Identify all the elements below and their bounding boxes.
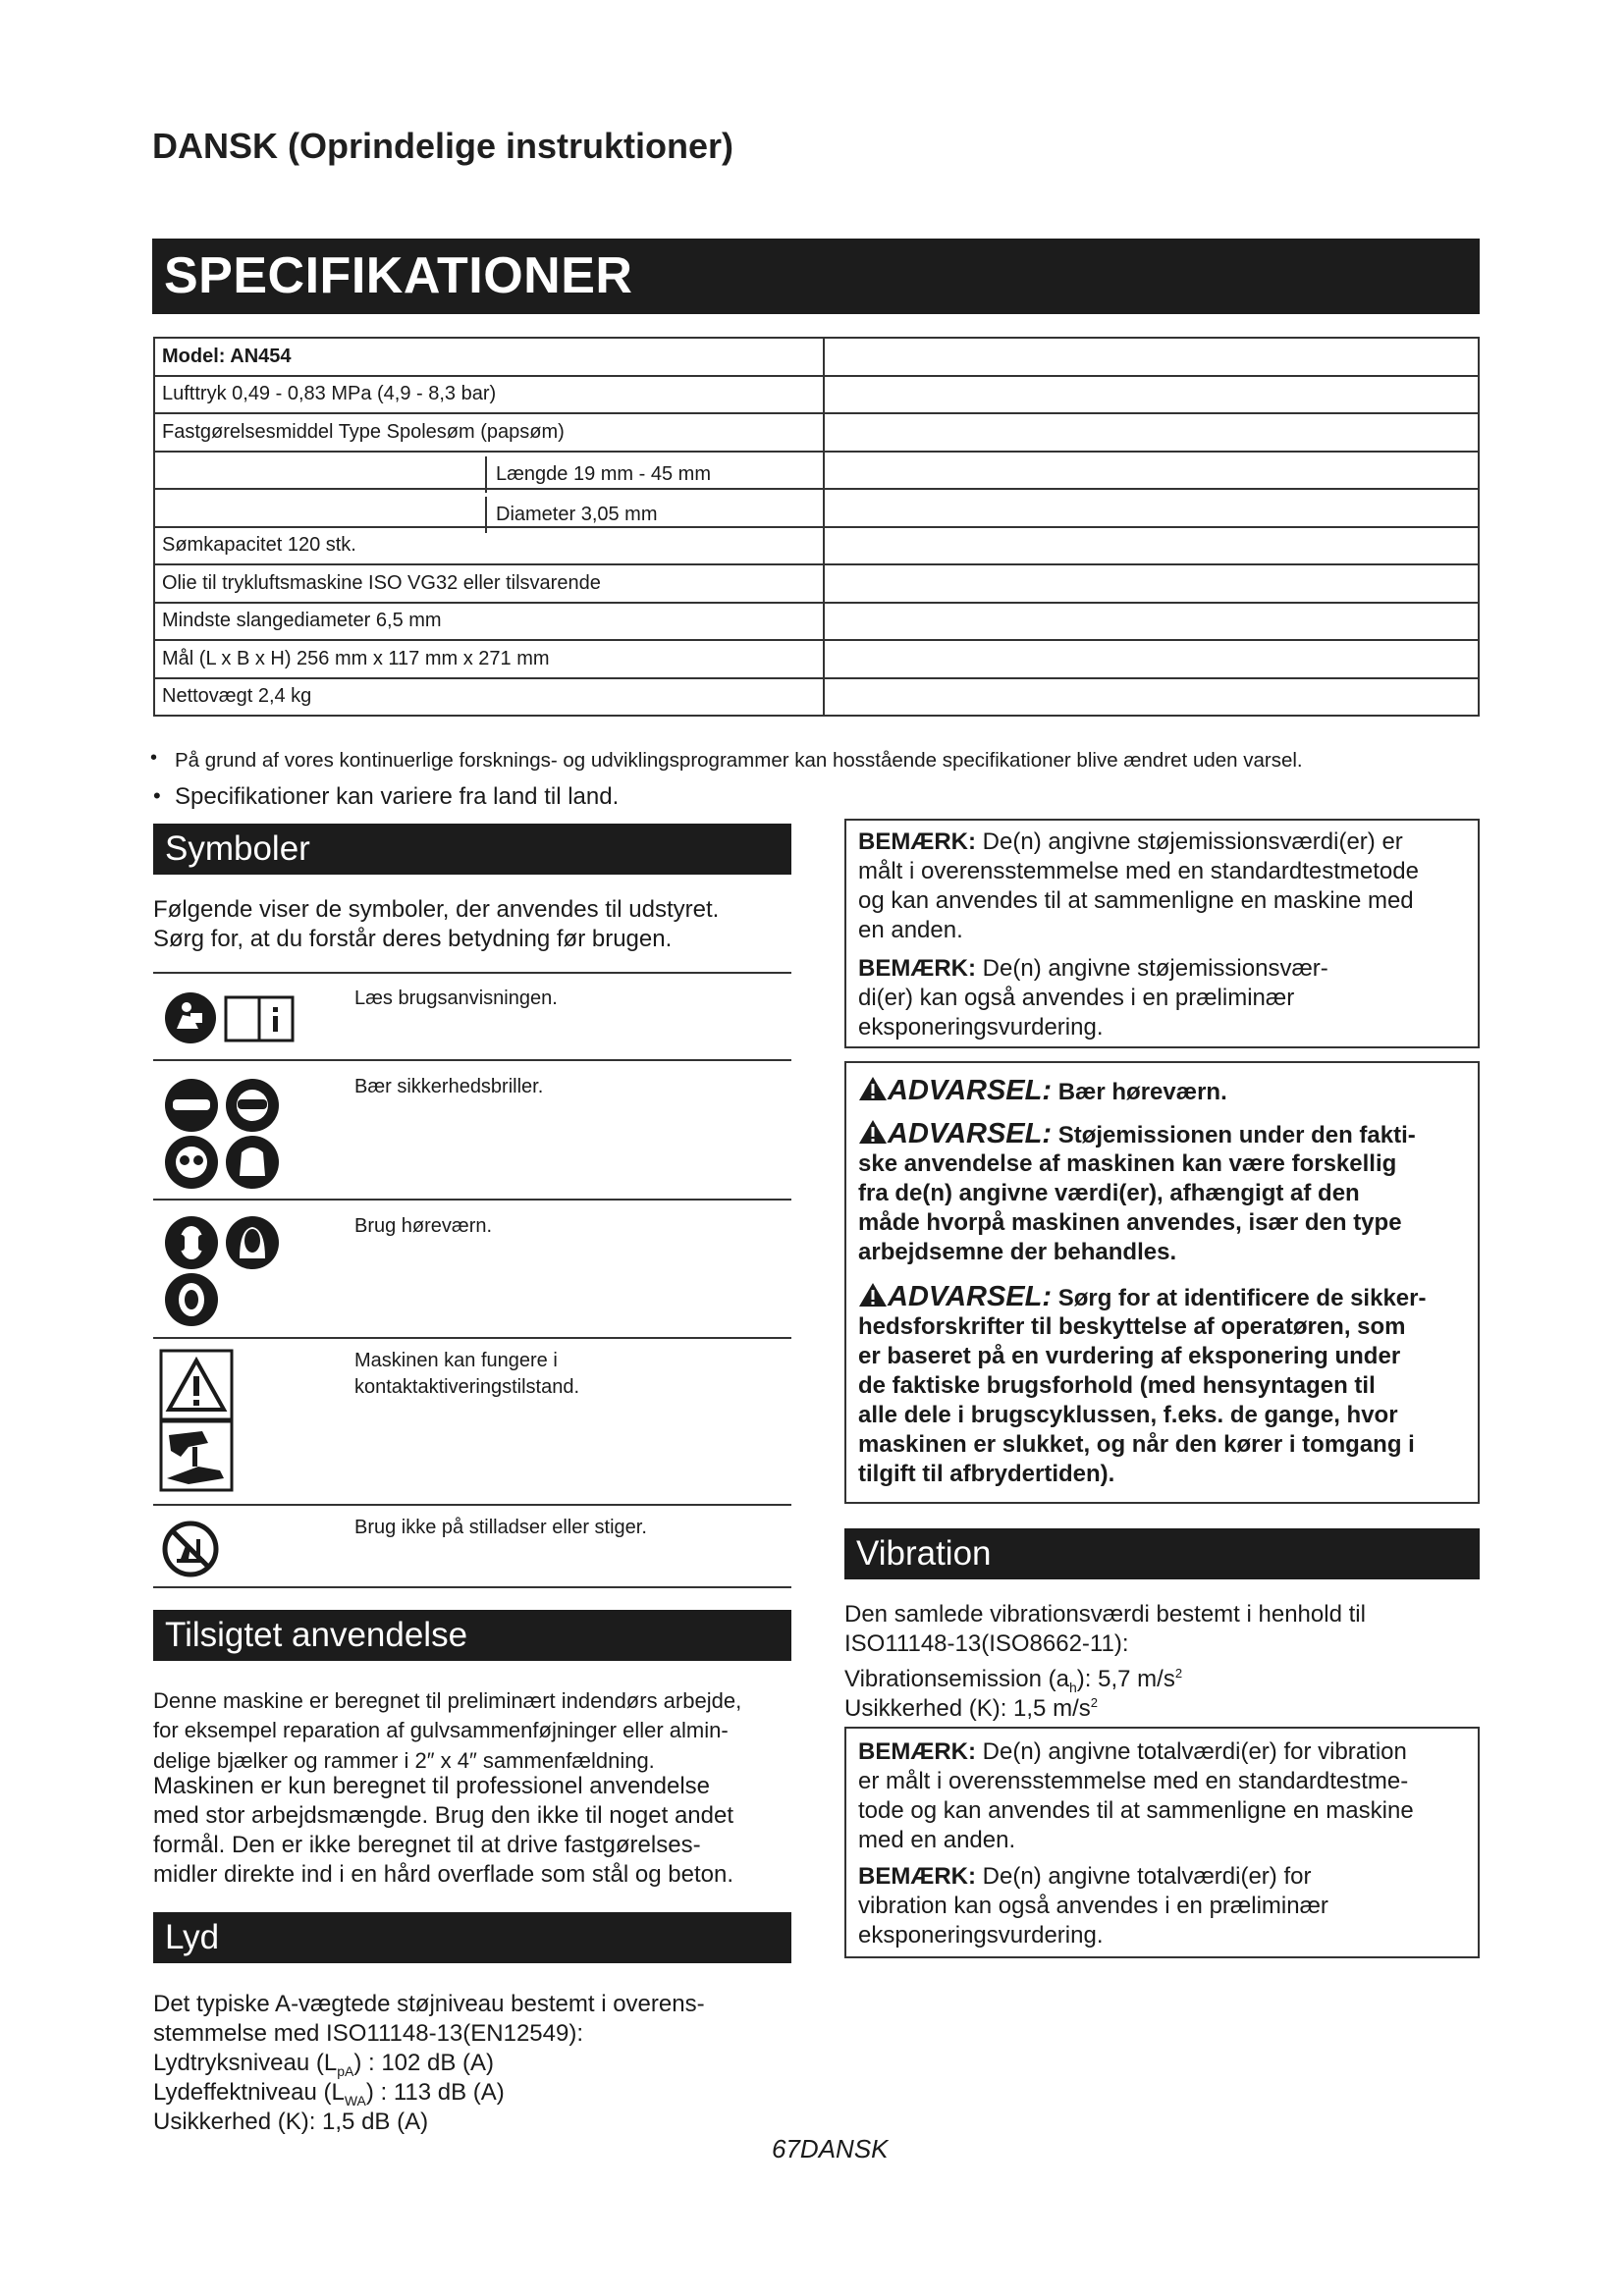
page-number: 67DANSK <box>772 2134 889 2163</box>
spec-air-pressure: Lufttryk 0,49 - 0,83 MPa (4,9 - 8,3 bar) <box>154 376 824 414</box>
divider <box>153 1199 791 1201</box>
note-line: og kan anvendes til at sammenligne en maskine med <box>858 887 1414 914</box>
contact-actuation-warning-icon <box>159 1349 236 1494</box>
warning-line: de faktiske brugsforhold (med hensyntagen til <box>858 1372 1376 1399</box>
warning-line: maskinen er slukket, og når den kører i tomgang i <box>858 1431 1415 1458</box>
safety-glasses-icon <box>163 1078 285 1190</box>
spec-dimensions: Mål (L x B x H) 256 mm x 117 mm x 271 mm <box>154 640 824 678</box>
document-title: DANSK (Oprindelige instruktioner) <box>152 126 734 166</box>
symbol-text: Bær sikkerhedsbriller. <box>354 1076 544 1097</box>
warning-line: ADVARSEL: Sørg for at identificere de sikker- <box>858 1281 1426 1313</box>
table-row <box>154 452 1479 490</box>
warning-line: alle dele i brugscyklussen, f.eks. de gange, hvor <box>858 1402 1398 1428</box>
spec-note-2: Specifikationer kan variere fra land til land. <box>175 783 620 810</box>
note-line: vibration kan også anvendes i en præliminær <box>858 1893 1328 1919</box>
warning-line: ske anvendelse af maskinen kan være forskellig <box>858 1150 1397 1177</box>
symbol-text: Brug høreværn. <box>354 1215 493 1237</box>
noise-note-box <box>844 819 1480 1048</box>
intended-use-text: formål. Den er ikke beregnet til at drive fastgørelses- <box>153 1832 701 1858</box>
sound-pressure-level: Lydtryksniveau $(L_{pA})$ : 102 dB (A) <box>153 2050 495 2079</box>
table-row <box>154 640 1479 678</box>
symbols-intro-2: Sørg for, at du forstår deres betydning før brugen. <box>153 926 673 952</box>
intended-use-text: Denne maskine er beregnet til preliminært indendørs arbejde, <box>153 1688 742 1713</box>
sound-intro: Det typiske A-vægtede støjniveau bestemt i overens- <box>153 1991 705 2017</box>
table-row <box>154 413 1479 452</box>
vibration-heading: Vibration <box>844 1528 1480 1579</box>
warning-triangle-icon <box>858 1076 888 1101</box>
vibration-intro: ISO11148-13(ISO8662-11): <box>844 1630 1129 1657</box>
symbol-text: Maskinen kan fungere i <box>354 1350 558 1371</box>
spec-model: Model: AN454 <box>154 338 824 376</box>
note-line: BEMÆRK: De(n) angivne støjemissionsværdi(er) er <box>858 828 1403 855</box>
note-line: med en anden. <box>858 1827 1016 1853</box>
spec-oil: Olie til trykluftsmaskine ISO VG32 eller tilsvarende <box>154 564 824 603</box>
table-row <box>154 564 1479 603</box>
table-row <box>154 338 1479 376</box>
sound-intro: stemmelse med ISO11148-13(EN12549): <box>153 2020 583 2047</box>
symbol-text: Læs brugsanvisningen. <box>354 988 558 1009</box>
symbols-heading: Symboler <box>153 824 791 875</box>
spec-weight: Nettovægt 2,4 kg <box>154 678 824 717</box>
note-line: eksponeringsvurdering. <box>858 1014 1104 1041</box>
note-line: di(er) kan også anvendes i en præliminær <box>858 985 1295 1011</box>
warning-triangle-icon <box>858 1119 888 1145</box>
warnings-box <box>844 1061 1480 1504</box>
warning-line: ADVARSEL: Støjemissionen under den fakti- <box>858 1118 1416 1150</box>
ear-protection-icon <box>163 1215 285 1327</box>
note-line: tode og kan anvendes til at sammenligne en maskine <box>858 1797 1414 1824</box>
spec-hose: Mindste slangediameter 6,5 mm <box>154 603 824 641</box>
table-row <box>154 527 1479 565</box>
warning-line: hedsforskrifter til beskyttelse af operatøren, som <box>858 1313 1406 1340</box>
table-row <box>154 678 1479 717</box>
intended-use-text: delige bjælker og rammer i 2″ x 4″ sammenfældning. <box>153 1748 655 1773</box>
warning-line: fra de(n) angivne værdi(er), afhængigt af den <box>858 1180 1360 1206</box>
specifications-heading: SPECIFIKATIONER <box>152 239 1480 314</box>
divider <box>153 1504 791 1506</box>
note-line: BEMÆRK: De(n) angivne totalværdi(er) for vibration <box>858 1738 1407 1765</box>
intended-use-text: for eksempel reparation af gulvsammenføjninger eller almin- <box>153 1718 729 1742</box>
intended-use-text: Maskinen er kun beregnet til professionel anvendelse <box>153 1773 711 1799</box>
symbols-intro-1: Følgende viser de symboler, der anvendes til udstyret. <box>153 896 720 923</box>
note-line: er målt i overensstemmelse med en standardtestme- <box>858 1768 1409 1794</box>
intended-use-text: med stor arbejdsmængde. Brug den ikke til noget andet <box>153 1802 734 1829</box>
warning-line: måde hvorpå maskinen anvendes, især den type <box>858 1209 1402 1236</box>
warning-line: tilgift til afbrydertiden). <box>858 1461 1115 1487</box>
no-scaffold-ladder-icon <box>161 1520 220 1578</box>
note-line: en anden. <box>858 917 963 943</box>
note-line: eksponeringsvurdering. <box>858 1922 1104 1949</box>
note-line: målt i overensstemmelse med en standardtestmetode <box>858 858 1419 884</box>
vibration-uncertainty: Usikkerhed (K): 1,5 $m/s^2$ <box>844 1695 1098 1722</box>
note-line: BEMÆRK: De(n) angivne totalværdi(er) for <box>858 1863 1312 1890</box>
spec-capacity: Sømkapacitet 120 stk. <box>154 527 824 565</box>
divider <box>153 972 791 974</box>
intended-use-heading: Tilsigtet anvendelse <box>153 1610 791 1661</box>
table-row <box>154 376 1479 414</box>
sound-power-level: Lydeffektniveau $(L_{WA})$ : 113 dB (A) <box>153 2079 505 2109</box>
read-manual-icon <box>163 989 298 1046</box>
note-line: BEMÆRK: De(n) angivne støjemissionsvær- <box>858 955 1328 982</box>
warning-triangle-icon <box>858 1282 888 1308</box>
bullet-dot: • <box>153 783 161 808</box>
table-row <box>154 603 1479 641</box>
intended-use-text: midler direkte ind i en hård overflade som stål og beton. <box>153 1861 733 1888</box>
symbol-text: kontaktaktiveringstilstand. <box>354 1376 580 1398</box>
warning-line: arbejdsemne der behandles. <box>858 1239 1177 1265</box>
vibration-intro: Den samlede vibrationsværdi bestemt i henhold til <box>844 1601 1366 1628</box>
warning-line: er baseret på en vurdering af eksponering under <box>858 1343 1401 1369</box>
vibration-note-box <box>844 1727 1480 1958</box>
spec-diameter: Diameter 3,05 mm <box>485 497 658 533</box>
warning-line: ADVARSEL: Bær høreværn. <box>858 1075 1227 1107</box>
specifications-table <box>153 337 1480 717</box>
symbol-text: Brug ikke på stilladser eller stiger. <box>354 1517 647 1538</box>
vibration-emission: Vibrationsemission $(a_h)$: 5,7 $m/s^2$ <box>844 1666 1183 1695</box>
spec-length: Længde 19 mm - 45 mm <box>485 456 711 493</box>
spec-fastener-type: Fastgørelsesmiddel Type Spolesøm (papsøm) <box>154 413 824 452</box>
sound-uncertainty: Usikkerhed (K): 1,5 dB (A) <box>153 2109 429 2135</box>
divider <box>153 1586 791 1588</box>
sound-heading: Lyd <box>153 1912 791 1963</box>
table-row <box>154 489 1479 527</box>
bullet-dot: • <box>150 747 158 769</box>
divider <box>153 1059 791 1061</box>
spec-note-1: På grund af vores kontinuerlige forsknings- og udviklingsprogrammer kan hosstående specifikationer blive ændret uden varsel. <box>175 749 1303 772</box>
divider <box>153 1337 791 1339</box>
